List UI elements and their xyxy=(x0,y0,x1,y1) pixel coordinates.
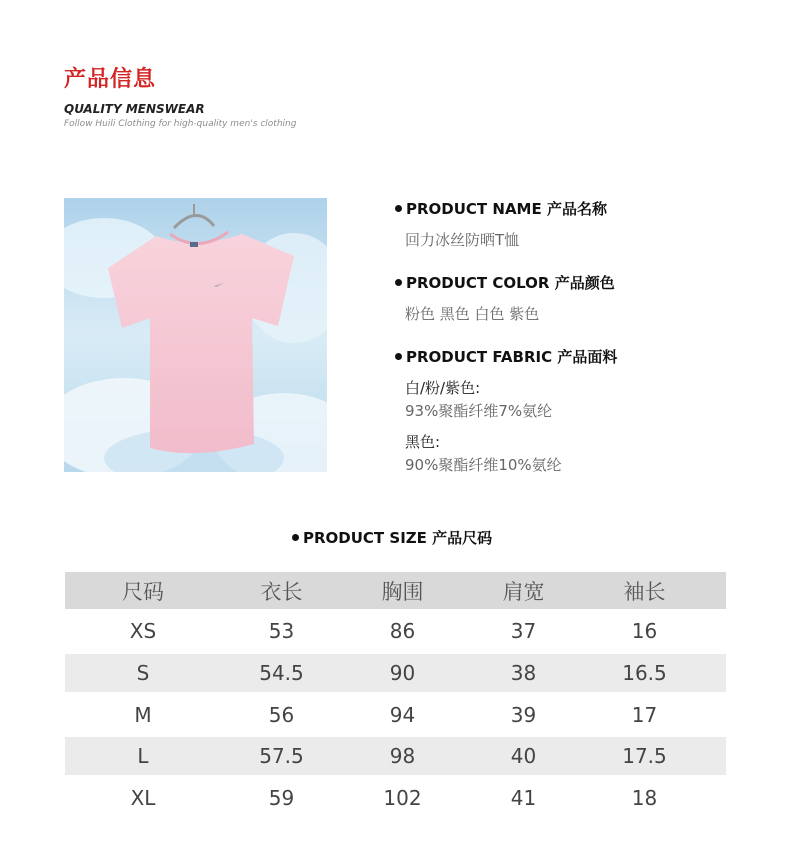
size-table xyxy=(65,572,726,821)
sleeve-cell: 16 xyxy=(631,618,658,643)
fabric-label: 黑色: xyxy=(405,433,441,451)
product-fabric-heading: PRODUCT FABRIC 产品面料 xyxy=(395,346,735,367)
size-cell: XS xyxy=(129,618,157,643)
sleeve-cell: 17 xyxy=(631,702,658,727)
bullet-icon xyxy=(292,534,299,541)
product-name-value: 回力冰丝防晒T恤 xyxy=(405,231,520,249)
table-header-row xyxy=(65,572,726,609)
table-row xyxy=(65,654,726,692)
shoulder-cell: 41 xyxy=(510,786,537,810)
length-cell: 56 xyxy=(268,702,295,727)
size-cell: S xyxy=(136,661,150,685)
column-header: 衣长 xyxy=(260,579,303,604)
page-title-cn: 产品信息 xyxy=(64,67,157,92)
product-color-heading: PRODUCT COLOR 产品颜色 xyxy=(395,272,735,293)
sleeve-cell: 16.5 xyxy=(622,661,667,685)
shoulder-cell: 39 xyxy=(510,702,537,727)
size-heading: PRODUCT SIZE 产品尺码 xyxy=(292,527,492,548)
product-photo xyxy=(64,198,327,472)
chest-cell: 94 xyxy=(389,702,416,727)
size-cell: M xyxy=(134,702,152,727)
column-header: 胸围 xyxy=(381,579,424,604)
size-cell: L xyxy=(137,744,149,768)
table-row xyxy=(65,737,726,775)
shoulder-cell: 40 xyxy=(510,744,537,768)
table-row xyxy=(65,609,726,652)
chest-cell: 90 xyxy=(389,661,416,685)
sleeve-cell: 18 xyxy=(631,786,658,810)
column-header: 袖长 xyxy=(623,579,666,604)
table-row xyxy=(65,692,726,737)
sleeve-cell: 17.5 xyxy=(622,744,667,768)
fabric-value: 90%聚酯纤维10%氨纶 xyxy=(405,456,562,474)
length-cell: 54.5 xyxy=(259,661,304,685)
product-name-heading: PRODUCT NAME 产品名称 xyxy=(395,198,735,219)
product-info xyxy=(395,198,735,475)
length-cell: 59 xyxy=(268,786,295,810)
fabric-label: 白/粉/紫色: xyxy=(405,379,481,397)
chest-cell: 86 xyxy=(389,618,416,643)
chest-cell: 98 xyxy=(389,744,416,768)
bullet-icon xyxy=(395,205,402,212)
fabric-value: 93%聚酯纤维7%氨纶 xyxy=(405,402,553,420)
chest-cell: 102 xyxy=(383,786,422,810)
length-cell: 57.5 xyxy=(259,744,304,768)
column-header: 肩宽 xyxy=(502,579,545,604)
shoulder-cell: 38 xyxy=(510,661,537,685)
table-row xyxy=(65,775,726,821)
product-color-value: 粉色 黑色 白色 紫色 xyxy=(405,305,540,323)
length-cell: 53 xyxy=(268,618,295,643)
page-subtitle: Follow Huili Clothing for high-quality men's clothing xyxy=(64,119,297,129)
column-header: 尺码 xyxy=(122,579,164,604)
size-cell: XL xyxy=(130,786,156,810)
shoulder-cell: 37 xyxy=(510,618,537,643)
page-title-en: QUALITY MENSWEAR xyxy=(64,102,205,116)
bullet-icon xyxy=(395,353,402,360)
bullet-icon xyxy=(395,279,402,286)
